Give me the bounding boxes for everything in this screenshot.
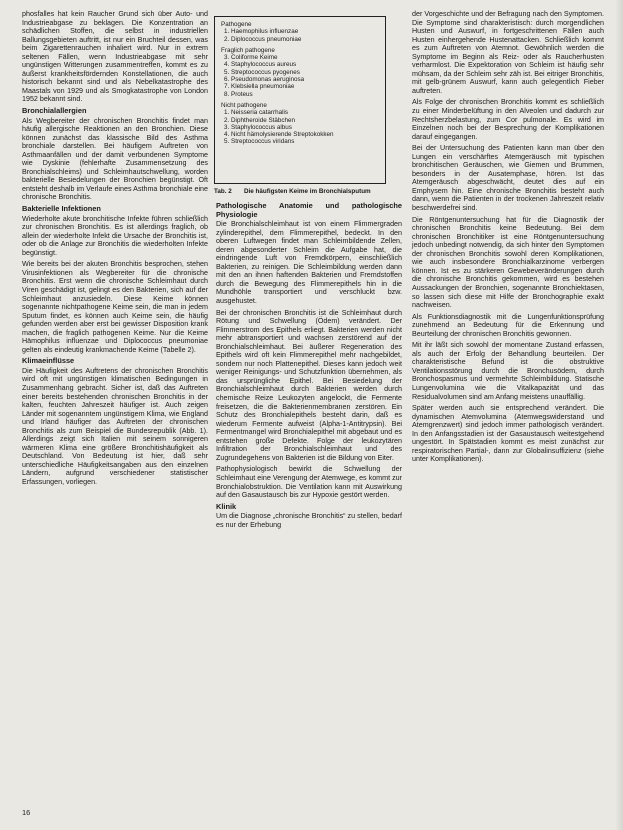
- table-item: 5. Streptococcus viridans: [224, 138, 295, 146]
- table-item: 2. Diphtheroide Stäbchen: [224, 116, 296, 124]
- paragraph: Die Röntgenuntersuchung hat für die Diagnostik der chronischen Bronchitis keine Bedeutung. Bei dem chronischen Bronchitiker ist eine Röntgenuntersuchung jedoch unbedingt notwendig, da sich hinter den Symptomen der chronischen Bronchitis sowohl deren Komplikationen, wie auch insbesondere Bronchialkarzinome verbergen können. Ist es zu stärkeren Gewebeveränderungen durch die chronische Bronchitis gekommen, wird es bestehen Aussackungen der Bronchien, sogenannte Bronchiektasen, so lassen sich diese mit Hilfe der Bronchographie exakt nachweisen.: [412, 215, 604, 310]
- table-group-title: Fraglich pathogene: [221, 46, 275, 54]
- table-caption: [214, 188, 388, 195]
- table-group-title: Nicht pathogene: [221, 101, 267, 109]
- text-column-right: [412, 10, 604, 467]
- paragraph: Bei der chronischen Bronchitis ist die Schleimhaut durch Rötung und Schwellung (Ödem) verändert. Der Flimmerstrom des Epithels erliegt. Bakterien werden nicht mehr abtransportiert und wachsen zerstörend auf der Bronchialschleimhaut. Bei äußerer Regeneration des Epithels wird oft kein Flimmerepithel mehr nachgebildet, sondern nur noch Plattenepithel. Dieses kann jedoch weit weniger Reinigungs- und Schutzfunktion übernehmen, als das ursprüngliche Epithel. Bei Besiedelung der Bronchialschleimhaut durch Bakterien werden durch chemische Reize Leukozyten angelockt, die Fermente freisetzen, die die Bakterienmembranen zerstören. Ein Schutz des Bronchialepithels besteht darin, daß es wiederum Fermente aufweist (Alpha-1-Antitrypsin). Bei Fermentmangel wird Bronchialepithel mit abgebaut und es entstehen große Defekte. Folge der leukozytären Infiltration der Bronchialschleimhaut und des Zugrundegehens von Bakterien ist die Bildung von Eiter.: [216, 308, 402, 462]
- table-item: 5. Streptococcus pyogenes: [224, 68, 300, 76]
- section-heading: Bronchialallergien: [22, 106, 87, 116]
- paragraph: Als Folge der chronischen Bronchitis kommt es schließlich zu einer Minderbelüftung in den Alveolen und dadurch zur Rechtsherzbelastung, zum Cor pulmonale. Es wird im Einzelnen noch bei der Besprechung der Komplikationen darauf eingegangen.: [412, 98, 604, 141]
- text-column-left: [22, 10, 208, 490]
- table-caption-label: Tab. 2: [214, 188, 232, 195]
- table-item: 6. Pseudomonas aeruginosa: [224, 76, 305, 84]
- table-group-pathogenic: [221, 21, 379, 43]
- paragraph: Bei der Untersuchung des Patienten kann man über den Lungen ein verschärftes Atemgeräusch mit typischen bronchitischen Geräuschen, wie Giemen und Brummen, besonders in der Ausatemphase, hören. Ist das Atemgeräusch abgeschwächt, deutet dies auf ein Emphysem hin. Eine chronische Bronchitis besteht auch dann, wenn die Patienten in der trockenen Jahreszeit relativ beschwerdefrei sind.: [412, 144, 604, 213]
- table-item: 3. Coliforme Keime: [224, 54, 278, 62]
- table-item: 1. Haemophilus influenzae: [224, 28, 299, 36]
- table-item: 4. Nicht hämolysierende Streptokokken: [224, 131, 334, 139]
- table-item: 4. Staphylococcus aureus: [224, 61, 297, 69]
- table-item: 2. Diplococcus pneumoniae: [224, 35, 302, 43]
- table-group-nonpathogenic: [221, 102, 379, 146]
- table-item: 7. Klebsiella pneumoniae: [224, 83, 295, 91]
- paragraph: Wie bereits bei der akuten Bronchitis besprochen, stehen Virusinfektionen als Wegbereiter für die chronische Bronchitis. Erst wenn die chronische Schleimhaut durch Viren geschädigt ist, gelingt es den Bakterien, sich auf der Schleimhaut anzusiedeln. Diese Keime können sogenannte nichtpathogene Keime sein, die man in jedem Sputum findet, es können auch Keime sein, die häufig gefunden werden aber erst bei gewisser Disposition krank machen, die fraglich pathogenen Keime. Nur die Keime Hämophilus influenzae und Diplococcus pneumoniae gelten als eindeutig krankmachende Keime (Tabelle 2).: [22, 260, 208, 354]
- table-group-questionable: [221, 47, 379, 98]
- table-caption-text: Die häufigsten Keime im Bronchialsputum: [244, 188, 371, 195]
- table-item: 8. Proteus: [224, 90, 253, 98]
- table-group-title: Pathogene: [221, 21, 252, 28]
- paragraph: Um die Diagnose „chronische Bronchitis“ zu stellen, bedarf es nur der Erhebung: [216, 512, 402, 529]
- section-heading: Klimaeinflüsse: [22, 356, 75, 366]
- paragraph: Wiederholte akute bronchitische Infekte führen schließlich zur chronischen Bronchitis. Es ist allerdings fraglich, ob allein der wiederholte Infekt die Ursache der Bronchitis ist, oder ob die Anlage zur Bronchitis die wiederholten Infekte begünstigt.: [22, 214, 208, 257]
- paragraph: Als Wegbereiter der chronischen Bronchitis findet man häufig allergische Reaktionen an den Bronchien. Diese können zunächst das klassische Bild des Asthma bronchiale darstellen. Bei häufigem Auftreten von Asthmaanfällen und der damit verbundenen Symptome wie Dyskinie (fehlerhafte Zusammensetzung des Bronchialschleims) und Schleimhautschwellung, worden bakterielle Besiedelungen der Bronchien begünstigt. Oft entsteht deshalb im Verlaufe eines Asthma bronchiale eine chronische Bronchitis.: [22, 116, 208, 202]
- paragraph: Die Bronchialschleimhaut ist von einem Flimmergraden zylinderepithel, dem Flimmerepithel, bedeckt. In den oberen Luftwegen findet man Schleimbildende Zellen, deren abgesonderter Schleim die Aufgabe hat, die eindringende Luft von Fremdkörpern, einschließlich Bakterien, zu reinigen. Die Schleimbildung werden dann mit den an ihnen haftenden Bakterien und Fremdstoffen durch die Bewegung des Flimmerepithels hin in die Mundhöhle transportiert und verschluckt bzw. ausgehustet.: [216, 220, 402, 306]
- section-heading: Bakterielle Infektionen: [22, 204, 101, 214]
- paragraph: der Vorgeschichte und der Befragung nach den Symptomen. Die Symptome sind charakteristisch: durch morgendlichen Husten und Auswurf, in fortgeschrittenen Fällen auch Husten einhergehende Hustenattacken. Schließlich kommt es zum Auftreten von Atemnot. Gewöhnlich werden die Symptome im Beginn als Reiz- oder als Raucherhusten verharmlost. Die Expektoration von Schleim ist häufig sehr mühsam, da der Schleim sehr zäh ist. Bei eitriger Bronchitis, mit gelb-grünem Auswurf, kann auch gelegentlich Fieber auftreten.: [412, 10, 604, 95]
- paragraph: Die Häufigkeit des Auftretens der chronischen Bronchitis wird oft mit ungünstigen klimatischen Bedingungen in Zusammenhang gebracht. Sicher ist, daß das Auftreten einer bereits bestehenden chronischen Bronchitis in der kalten, feuchten Jahreszeit häufiger ist. Auch zeigen Länder mit sogenanntem ungünstigem Klima, wie England und Irland häufiger das Auftreten der chronischen Bronchitis als zum Beispiel die Bundesrepublik (Abb. 1). Allerdings zeigt sich Italien mit seinem sonnigeren wärmeren Klima eine größere Bronchitishäufigkeit als Deutschland. Von Bedeutung ist hier, daß sehr unterschiedliche Häufigkeitsangaben aus den einzelnen Ländern, aufgrund verschiedener statistischer Erfassungen, vorliegen.: [22, 366, 208, 486]
- paragraph: Später werden auch sie entsprechend verändert. Die dynamischen Atemvolumina (Atemwegswiderstand und Atemgrenzwert) sind jedoch immer pathologisch verändert. In den Anfangsstadien ist der Gasaustausch weitestgehend ungestört. In Spätstadien kommt es meist zunächst zur respiratorischen Partial-, dann zur Globalinsuffizienz (siehe unter Komplikationen).: [412, 404, 604, 464]
- page-edge-shadow: [615, 0, 623, 830]
- page-number: 16: [22, 808, 31, 817]
- paragraph: Als Funktionsdiagnostik mit die Lungenfunktionsprüfung zunehmend an Bedeutung für die Erkennung und Beurteilung der chronischen Bronchitis gewonnen.: [412, 312, 604, 338]
- section-heading: Pathologische Anatomie und pathologische Physiologie: [216, 201, 402, 219]
- table-item: 1. Neisseria catarrhalis: [224, 109, 289, 117]
- bacteria-table-box: [214, 16, 386, 184]
- table-item: 3. Staphylococcus albus: [224, 123, 292, 131]
- paragraph: Pathophysiologisch bewirkt die Schwellung der Schleimhaut eine Verengung der Atemwege, es kommt zur Bronchialobstruktion. Die Ventilation kann mit Auswirkung auf den Gasaustausch bis zur Hypoxie gestört werden.: [216, 465, 402, 500]
- text-column-middle: [216, 200, 402, 532]
- paragraph: Mit ihr läßt sich sowohl der momentane Zustand erfassen, als auch der Erfolg der Behandlung beurteilen. Der charakteristische Befund ist die obstruktive Ventilationsstörung durch die Bronchusödem, durch Bronchospasmus und vermehrte Schleimbildung. Statische Lungenvolumina wie die Vitalkapazität und das Residualvolumen sind am Anfang meistens unauffällig.: [412, 341, 604, 401]
- section-heading: Klinik: [216, 501, 237, 511]
- paragraph: phosfalles hat kein Raucher Grund sich über Auto- und Industrieabgase zu beklagen. Die Konzentration an schädlichen Stoffen, die selbst in industriellen Ballungsgebieten auftritt, ist nur ein Bruchteil dessen, was beim Zigarettenrauchen inhaliert wird. Nur in extrem seltenen Fällen, wenn Industrieabgase mit sehr ungünstigen Witterungen zusammentreffen, kommt es zu äußerst krankheitsfördernden Konstellationen, die auch historisch bekannt sind und als Nebelkatastrophe des Maastals von 1929 und als Smogkatastrophe von London 1952 bekannt sind.: [22, 10, 208, 104]
